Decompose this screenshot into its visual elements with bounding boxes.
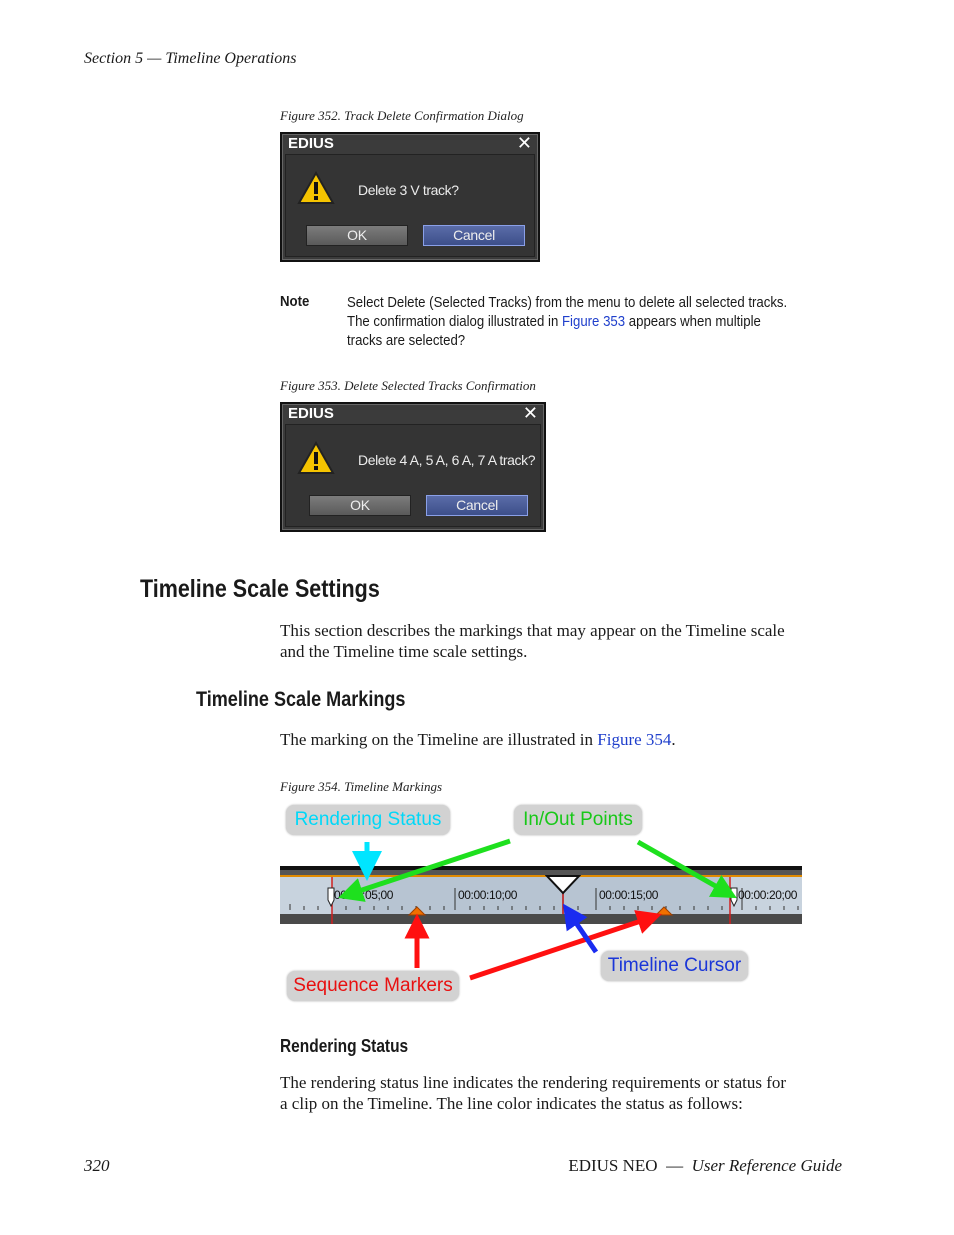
dialog-message: Delete 3 V track? bbox=[358, 182, 459, 198]
sequence-markers-callout: Sequence Markers bbox=[287, 971, 459, 1001]
dialog-message: Delete 4 A, 5 A, 6 A, 7 A track? bbox=[358, 452, 536, 468]
rendering-status-title: Rendering Status bbox=[280, 1036, 409, 1056]
subsection-text: The marking on the Timeline are illustrated in Figure 354. bbox=[280, 730, 676, 749]
dialog-body bbox=[285, 424, 541, 527]
warning-icon bbox=[297, 171, 335, 205]
section-title: Timeline Scale Settings bbox=[140, 575, 380, 603]
cancel-button[interactable]: Cancel bbox=[423, 225, 525, 246]
note-text bbox=[347, 293, 805, 350]
ok-button[interactable]: OK bbox=[309, 495, 411, 516]
figure-353-link[interactable]: Figure 353 bbox=[561, 313, 626, 330]
timecode-label: 00:00:05;00 bbox=[334, 888, 393, 902]
close-icon[interactable]: ✕ bbox=[522, 403, 538, 423]
timecode-label: 00:00:20;00 bbox=[738, 888, 797, 902]
rendering-status-text: The rendering status line indicates the rendering requirements or status for a clip on the Timeline. The line color indicates the status as follows: bbox=[280, 1073, 787, 1113]
dialog-title: EDIUS bbox=[288, 135, 334, 152]
in-out-points-callout: In/Out Points bbox=[514, 805, 642, 835]
warning-icon bbox=[297, 441, 335, 475]
close-icon[interactable]: ✕ bbox=[516, 133, 532, 153]
dialog-body bbox=[285, 154, 535, 257]
ok-button[interactable]: OK bbox=[306, 225, 408, 246]
timeline-cursor-callout: Timeline Cursor bbox=[601, 951, 748, 981]
figure-354-caption: Figure 354. Timeline Markings bbox=[280, 779, 443, 794]
delete-selected-tracks-dialog bbox=[280, 402, 546, 532]
timecode-label: 00:00:10;00 bbox=[458, 888, 517, 902]
figure-354-link[interactable]: Figure 354 bbox=[597, 730, 672, 749]
cancel-button[interactable]: Cancel bbox=[426, 495, 528, 516]
note-line-3: tracks are selected? bbox=[347, 332, 466, 349]
track-delete-dialog bbox=[280, 132, 540, 262]
page-number: 320 bbox=[84, 1156, 110, 1175]
footer-title: EDIUS NEO — User Reference Guide bbox=[568, 1156, 842, 1175]
running-header: Section 5 — Timeline Operations bbox=[84, 50, 297, 67]
section-intro: This section describes the markings that may appear on the Timeline scale and the Timeline time scale settings. bbox=[280, 621, 785, 661]
subsection-title: Timeline Scale Markings bbox=[196, 688, 406, 711]
figure-353-caption: Figure 353. Delete Selected Tracks Confirmation bbox=[280, 378, 536, 393]
dialog-title: EDIUS bbox=[288, 405, 334, 422]
note-label: Note bbox=[280, 293, 310, 310]
rendering-status-callout: Rendering Status bbox=[286, 805, 450, 835]
figure-352-caption: Figure 352. Track Delete Confirmation Dialog bbox=[280, 108, 524, 123]
timecode-label: 00:00:15;00 bbox=[599, 888, 658, 902]
note-line-1: Select Delete (Selected Tracks) from the menu to delete all selected tracks. bbox=[347, 294, 788, 311]
note-line-2: The confirmation dialog illustrated in Figure 353 appears when multiple bbox=[347, 313, 761, 330]
